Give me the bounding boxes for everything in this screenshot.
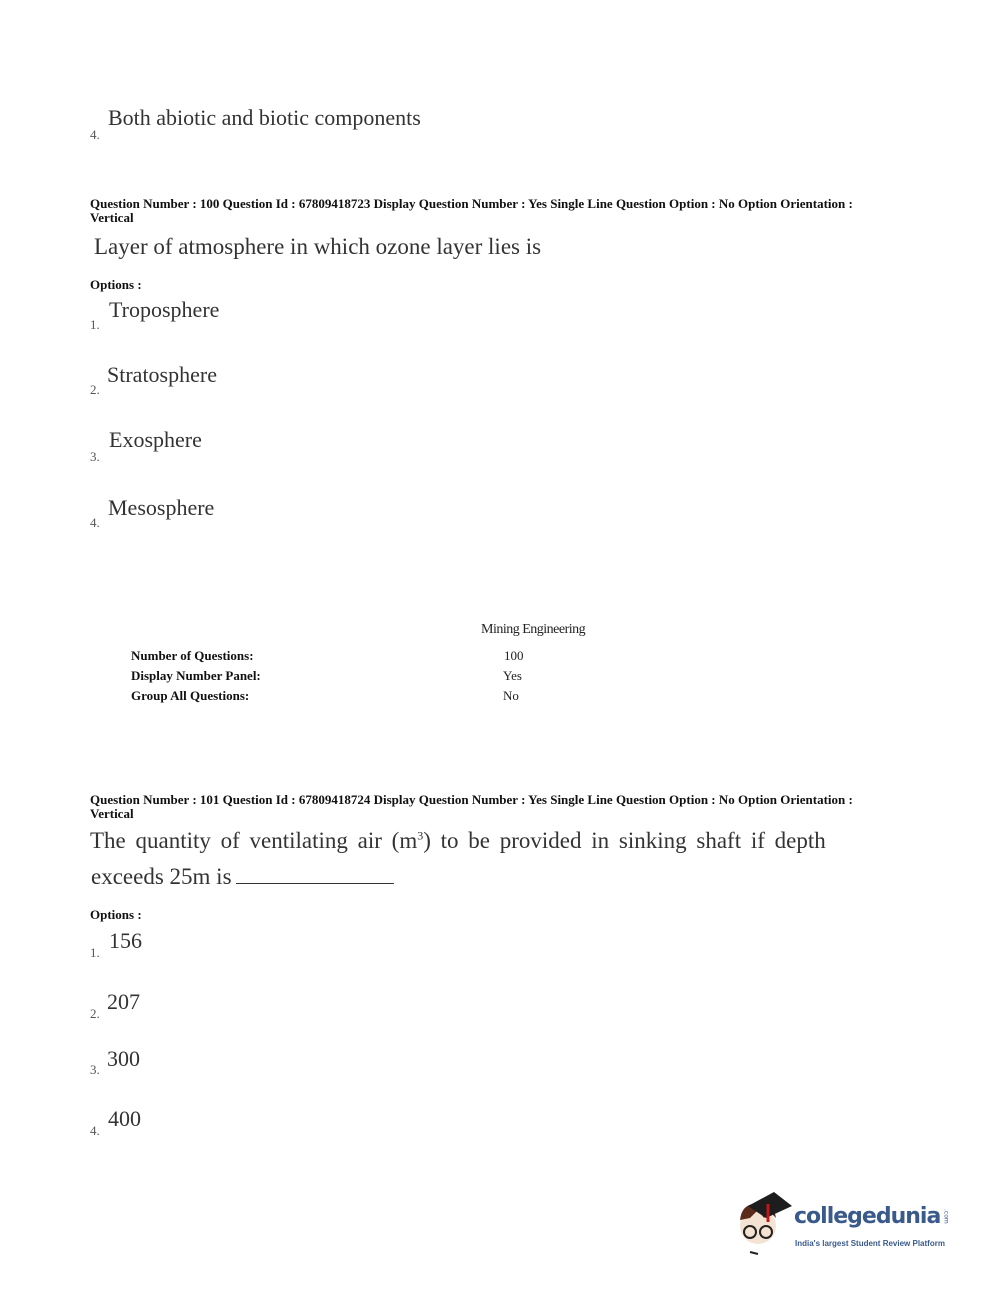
mascot-icon [734, 1188, 794, 1258]
option-text: Stratosphere [107, 362, 217, 387]
question-text [90, 828, 826, 854]
option-number: 2. [90, 1006, 100, 1021]
option-number: 2. [90, 382, 100, 397]
section-value: Yes [503, 668, 522, 683]
section-title: Mining Engineering [481, 622, 586, 637]
logo-wordmark [794, 1204, 949, 1229]
option-text: Both abiotic and biotic components [108, 105, 421, 130]
option-number: 4. [90, 1123, 100, 1138]
option-text: 400 [108, 1106, 141, 1131]
section-label: Number of Questions: [131, 648, 254, 663]
option-number: 4. [90, 127, 100, 142]
answer-blank [236, 865, 394, 884]
collegedunia-logo [734, 1188, 984, 1258]
option-number: 1. [90, 317, 100, 332]
question-text-part: exceeds 25m is [91, 864, 232, 889]
question-text-part: ) to be provided in sinking shaft if depth [423, 828, 826, 853]
section-value: No [503, 688, 519, 703]
logo-name: collegedunia [794, 1204, 941, 1229]
option-text: Troposphere [109, 297, 220, 322]
logo-tagline: India's largest Student Review Platform [795, 1239, 945, 1248]
options-label: Options : [90, 907, 142, 922]
superscript: 3 [417, 828, 424, 843]
option-text: 300 [107, 1046, 140, 1071]
option-number: 4. [90, 515, 100, 530]
option-number: 3. [90, 1062, 100, 1077]
option-text: Exosphere [109, 427, 202, 452]
logo-suffix: .com [942, 1209, 950, 1224]
section-label: Display Number Panel: [131, 668, 261, 683]
section-value: 100 [504, 648, 524, 663]
option-number: 3. [90, 449, 100, 464]
option-number: 1. [90, 945, 100, 960]
question-text-line2 [91, 864, 394, 890]
section-label: Group All Questions: [131, 688, 250, 703]
question-meta: Question Number : 101 Question Id : 67809418724 Display Question Number : Yes Single Line Question Option : No Option Orientation : Vertical [90, 792, 853, 821]
options-label: Options : [90, 277, 142, 292]
question-text: Layer of atmosphere in which ozone layer lies is [94, 234, 542, 259]
option-text: 207 [107, 989, 140, 1014]
option-text: Mesosphere [108, 495, 215, 520]
option-text: 156 [109, 928, 142, 953]
question-meta: Question Number : 100 Question Id : 67809418723 Display Question Number : Yes Single Line Question Option : No Option Orientation : Vertical [90, 196, 853, 225]
question-text-part: The quantity of ventilating air (m [90, 828, 418, 853]
